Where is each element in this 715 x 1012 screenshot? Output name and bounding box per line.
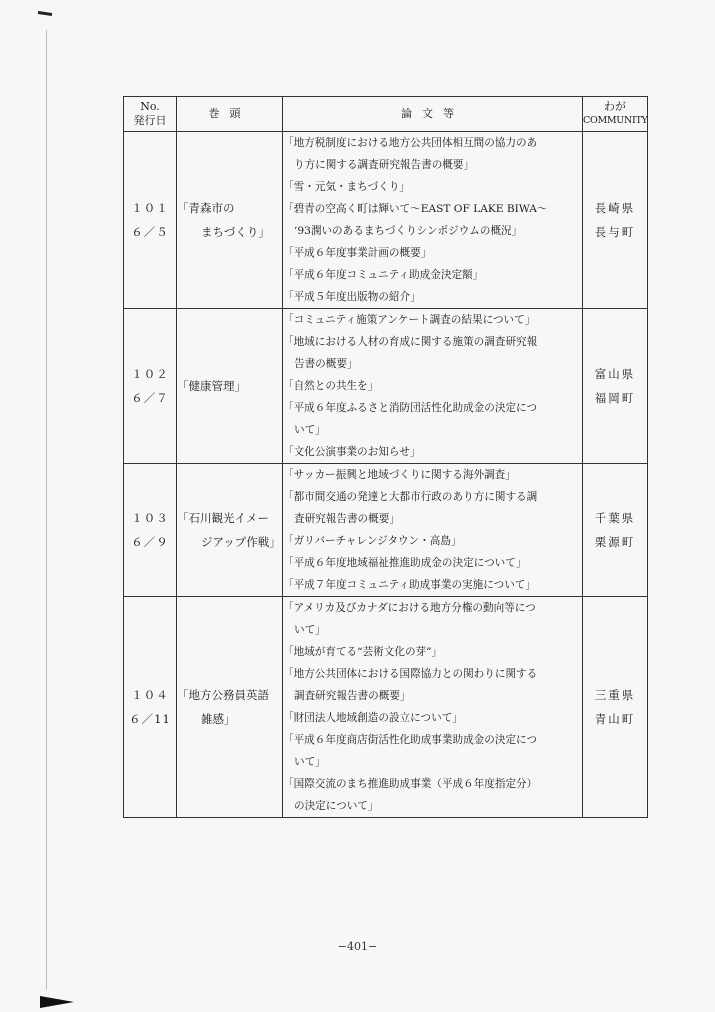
- article-line: 査研究報告書の概要」: [294, 513, 400, 525]
- issue-number: １０２: [131, 367, 169, 381]
- kantou-cell: [177, 597, 283, 818]
- article-line: 「平成６年度ふるさと消防団活性化助成金の決定につ: [283, 402, 538, 414]
- header-community: わが COMMUNITY: [583, 97, 648, 132]
- town: 栗源町: [594, 535, 636, 549]
- town: 青山町: [594, 712, 636, 726]
- town: 長与町: [594, 225, 636, 239]
- article-line: 告書の概要」: [294, 358, 358, 370]
- kantou-line: まちづくり」: [201, 225, 270, 239]
- community-cell: [583, 309, 648, 464]
- community-cell: [583, 132, 648, 309]
- kantou-cell: [177, 309, 283, 464]
- issue-date: ６／９: [131, 535, 169, 549]
- page-number: −401−: [337, 940, 378, 953]
- article-line: 「財団法人地域創造の設立について」: [283, 712, 463, 724]
- table-row: [124, 132, 648, 309]
- issue-number: １０１: [131, 201, 169, 215]
- prefecture: 三重県: [594, 688, 636, 702]
- scan-edge: [46, 30, 47, 990]
- kantou-line: 「石川観光イメー: [177, 511, 269, 525]
- ronbun-cell: [283, 597, 583, 818]
- header-ronbun: 論文等: [283, 97, 583, 132]
- issue-number: １０３: [131, 511, 169, 525]
- kantou-line: 雑感」: [201, 712, 236, 726]
- article-line: 「平成６年度地域福祉推進助成金の決定について」: [283, 557, 527, 569]
- header-kantou: 巻頭: [177, 97, 283, 132]
- issue-number: １０４: [131, 688, 169, 702]
- community-cell: [583, 464, 648, 597]
- prefecture: 長崎県: [594, 201, 636, 215]
- article-line: 「平成６年度商店街活性化助成事業助成金の決定につ: [283, 734, 538, 746]
- table-row: [124, 597, 648, 818]
- article-line: り方に関する調査研究報告書の概要」: [294, 159, 475, 171]
- kantou-line: 「青森市の: [177, 201, 235, 215]
- article-line: 「自然との共生を」: [283, 380, 379, 392]
- article-line: 「文化公演事業のお知らせ」: [283, 446, 421, 458]
- kantou-line: 「地方公務員英語: [177, 688, 269, 702]
- prefecture: 富山県: [594, 367, 636, 381]
- header-no: No. 発行日: [124, 97, 177, 132]
- article-line: 「国際交流のまち推進助成事業（平成６年度指定分）: [283, 778, 538, 790]
- article-line: 「地方税制度における地方公共団体相互間の協力のあ: [283, 137, 538, 149]
- article-line: いて」: [294, 424, 326, 436]
- article-line: 「平成６年度事業計画の概要」: [283, 247, 432, 259]
- article-line: 「平成６年度コミュニティ助成金決定額」: [283, 269, 484, 281]
- issue-number-cell: [124, 309, 177, 464]
- kantou-line: ジアップ作戦」: [201, 535, 281, 549]
- issue-number-cell: [124, 464, 177, 597]
- town: 福岡町: [594, 391, 636, 405]
- kantou-cell: [177, 132, 283, 309]
- article-line: 「地方公共団体における国際協力との関わりに関する: [283, 668, 538, 680]
- kantou-line: 「健康管理」: [177, 379, 246, 393]
- article-line: 「平成５年度出版物の紹介」: [283, 291, 421, 303]
- article-line: 「地域が育てる“芸術文化の芽”」: [283, 646, 443, 658]
- issue-date: ６／11: [129, 712, 171, 726]
- article-line: 「ガリバーチャレンジタウン・高島」: [283, 535, 462, 547]
- issue-date: ６／５: [131, 225, 169, 239]
- article-line: 「コミュニティ施策アンケート調査の結果について」: [283, 314, 536, 326]
- table-row: [124, 309, 648, 464]
- article-line: いて」: [294, 624, 326, 636]
- article-line: 「地域における人材の育成に関する施策の調査研究報: [283, 336, 538, 348]
- publication-table: [123, 96, 648, 818]
- article-line: の決定について」: [294, 800, 379, 812]
- issue-date: ６／７: [131, 391, 169, 405]
- article-line: 「碧青の空高く町は輝いて〜EAST OF LAKE BIWA〜: [283, 203, 548, 215]
- scan-mark: [40, 996, 74, 1008]
- article-line: 「雪・元気・まちづくり」: [283, 181, 411, 193]
- article-line: ’93潤いのあるまちづくりシンポジウムの概況」: [294, 225, 523, 237]
- issue-number-cell: [124, 132, 177, 309]
- article-line: 「アメリカ及びカナダにおける地方分権の動向等につ: [283, 602, 536, 614]
- ronbun-cell: [283, 309, 583, 464]
- article-line: いて」: [294, 756, 326, 768]
- article-line: 「都市間交通の発達と大都市行政のあり方に関する調: [283, 491, 538, 503]
- prefecture: 千葉県: [594, 511, 636, 525]
- ronbun-cell: [283, 464, 583, 597]
- article-line: 「平成７年度コミュニティ助成事業の実施について」: [283, 579, 536, 591]
- table-header-row: [124, 97, 648, 132]
- community-cell: [583, 597, 648, 818]
- issue-number-cell: [124, 597, 177, 818]
- article-line: 「サッカー振興と地域づくりに関する海外調査」: [283, 469, 516, 481]
- table-row: [124, 464, 648, 597]
- ronbun-cell: [283, 132, 583, 309]
- article-line: 調査研究報告書の概要」: [294, 690, 411, 702]
- scan-mark: [38, 11, 52, 16]
- kantou-cell: [177, 464, 283, 597]
